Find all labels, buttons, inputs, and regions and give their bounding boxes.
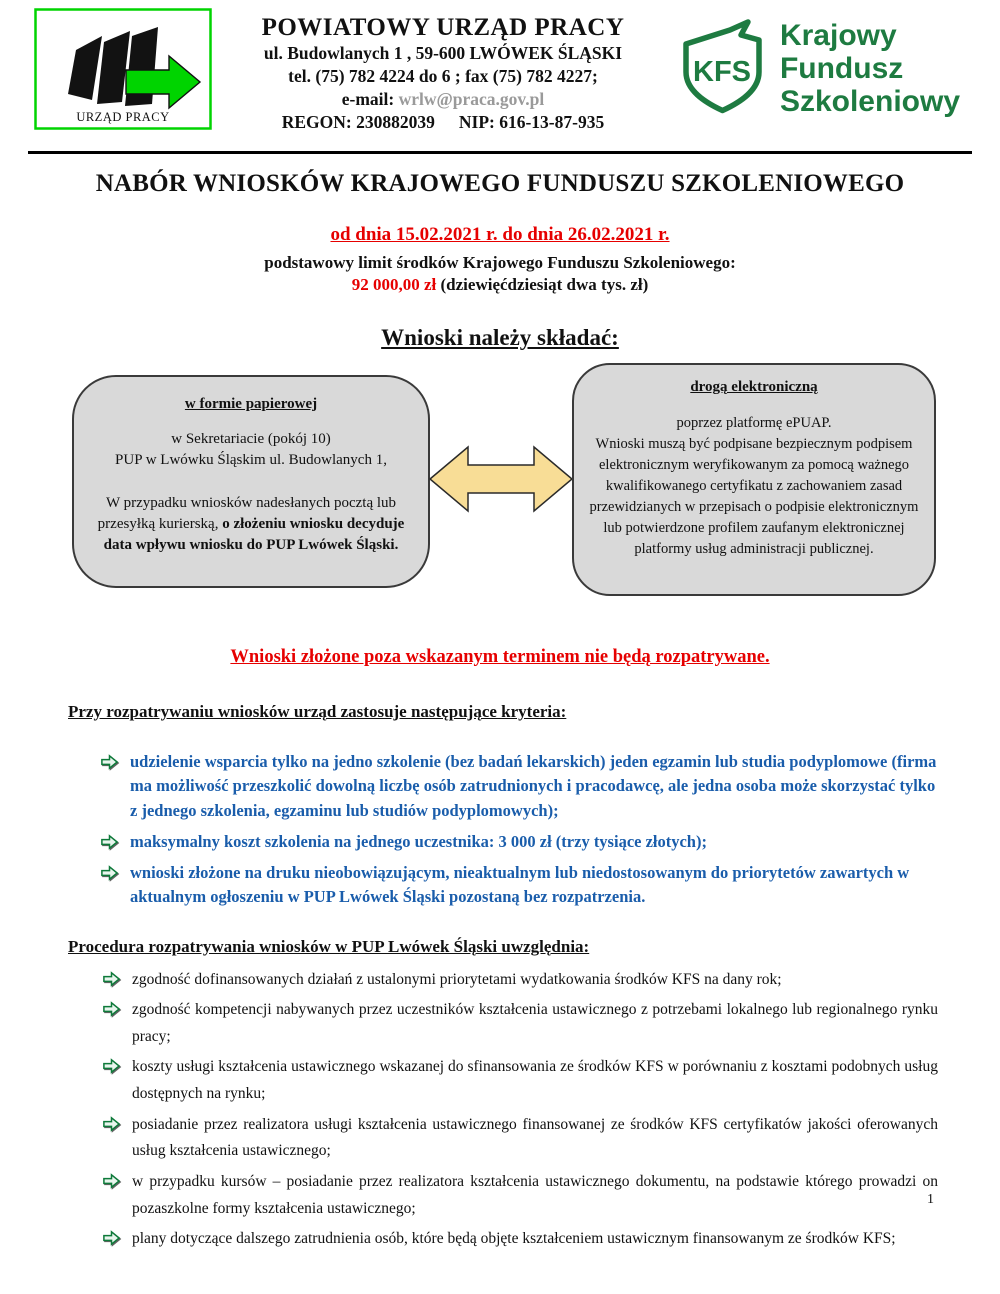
criteria-item-text: maksymalny koszt szkolenia na jednego uczestnika: 3 000 zł (trzy tysiące złotych); [130,831,707,851]
email-address: wrlw@praca.gov.pl [398,89,545,110]
arrow-bullet-icon [102,971,121,987]
submission-heading: Wnioski należy składać: [381,325,619,350]
deadline-warning: Wnioski złożone poza wskazanym terminem nie będą rozpatrywane. [230,647,770,667]
electronic-box-text: Wnioski muszą być podpisane bezpiecznym podpisem elektronicznym weryfikowanym za pomocą ważnego kwalifikowanego certyfikatu z zachowaniem zasad przewidzianych w przepisach o podpisie elektronicznym lub potwierdzone profilem zaufanym elektronicznej platformy usług administracji publicznej. [589,436,919,558]
paper-box-line1: w Sekretariacie (pokój 10) [171,431,331,447]
electronic-box-line1: poprzez platformę ePUAP. [676,415,832,431]
arrow-bullet-icon [100,834,119,850]
limit-words: (dziewięćdziesiąt dwa tys. zł) [436,275,649,294]
date-range: od dnia 15.02.2021 r. do dnia 26.02.2021 r. [330,224,670,245]
office-nip: NIP: 616-13-87-935 [458,112,605,133]
electronic-box-body [589,413,919,560]
list-item [102,1112,938,1165]
page-number: 1 [927,1192,934,1207]
office-name: POWIATOWY URZĄD PRACY [261,14,625,41]
double-arrow-icon [428,439,574,519]
procedure-item-text: zgodność kompetencji nabywanych przez uczestników kształcenia ustawicznego z potrzebami lokalnego lub regionalnego rynku pracy; [132,1001,938,1045]
kfs-abbr: KFS [692,56,751,88]
procedure-item-text: posiadanie przez realizatora usługi kształcenia ustawicznego finansowanej ze środków KFS certyfikatów jakości oferowanych usług kształcenia ustawicznego; [132,1115,938,1160]
limit-line [0,275,1000,295]
paper-box-line2: PUP w Lwówku Śląskim ul. Budowlanych 1, [115,452,387,469]
limit-label: podstawowy limit środków Krajowego Funduszu Szkoleniowego: [264,253,736,272]
criteria-heading: Przy rozpatrywaniu wniosków urząd zastosuje następujące kryteria: [68,702,567,721]
list-item [102,967,938,994]
procedure-item-text: plany dotyczące dalszego zatrudnienia osób, które będą objęte kształceniem ustawicznym finansowanym ze środków KFS; [132,1230,896,1248]
list-item [100,830,938,854]
arrow-bullet-icon [102,1001,121,1017]
arrow-bullet-icon [102,1058,121,1074]
kfs-word-line3: Szkoleniowy [779,84,960,118]
list-item [102,1226,938,1253]
kfs-wordmark [780,19,960,118]
procedure-section [0,917,1000,1254]
paper-note-bold: o złożeniu wniosku decyduje data wpływu wniosku do PUP Lwówek Śląski. [103,515,405,554]
paper-box-title: w formie papierowej [184,396,318,412]
email-label: e-mail: [341,89,395,110]
office-regon-nip [212,111,674,134]
kfs-word-line1: Krajowy [779,18,897,52]
criteria-item-text: wnioski złożone na druku nieobowiązującym, nieaktualnym lub niedostosowanym do priorytetów zawartych w aktualnym ogłoszeniu w PUP Lwówek Śląski pozostaną bez rozpatrzenia. [130,863,910,907]
list-item [100,861,938,910]
list-item [102,1054,938,1107]
header-divider [28,151,972,154]
office-email-line [212,88,674,111]
arrow-bullet-icon [102,1173,121,1189]
arrow-bullet-icon [102,1230,121,1246]
list-item [102,997,938,1050]
criteria-section [0,668,1000,910]
arrow-bullet-icon [100,754,119,770]
office-info [212,8,674,134]
page-title: NABÓR WNIOSKÓW KRAJOWEGO FUNDUSZU SZKOLENIOWEGO [95,170,905,197]
procedure-heading: Procedura rozpatrywania wniosków w PUP Lwówek Śląski uwzględnia: [68,936,590,956]
pup-logo-icon [34,8,212,130]
list-item [102,1169,938,1222]
electronic-submission-box [572,363,936,596]
announcement-head [0,170,1000,351]
deadline-warning-wrap [0,647,1000,668]
office-phone-fax: tel. (75) 782 4224 do 6 ; fax (75) 782 4227; [288,66,598,87]
list-item [100,750,938,823]
limit-amount: 92 000,00 zł [351,275,437,294]
header [0,0,1000,135]
procedure-item-text: w przypadku kursów – posiadanie przez realizatora kształcenia ustawicznego dokumentu, na podstawie którego prowadzi on pozaszkolne formy kształcenia ustawicznego; [132,1173,938,1217]
arrow-bullet-icon [102,1116,121,1132]
procedure-item-text: koszty usługi kształcenia ustawicznego wskazanej do sfinansowania ze środków KFS w porównaniu z kosztami podobnych usług dostępnych na rynku; [132,1058,938,1103]
pup-logo [34,8,212,135]
office-address: ul. Budowlanych 1 , 59-600 LWÓWEK ŚLĄSKI [263,43,623,63]
paper-box-note [92,493,410,557]
paper-submission-box [72,375,430,588]
paper-box-address [92,429,410,472]
criteria-item-text: udzielenie wsparcia tylko na jedno szkolenie (bez badań lekarskich) jeden egzamin lub studia podyplomowe (firma ma możliwość przeszkolić dowolną liczbę osób zatrudnionych i pracodawcę, ale jedna osoba może skorzystać tylko z jednego szkolenia, egzaminu lub studiów podyplomowych); [130,752,937,820]
kfs-logo [674,8,960,118]
kfs-shield-icon [674,18,770,118]
procedure-list [68,967,938,1254]
pup-logo-caption: URZĄD PRACY [76,110,170,124]
criteria-list [68,750,938,910]
procedure-item-text: zgodność dofinansowanych działań z ustalonymi priorytetami wydatkowania środków KFS na dany rok; [132,970,782,988]
electronic-box-title: drogą elektroniczną [690,379,818,395]
kfs-word-line2: Fundusz [779,51,904,85]
submission-boxes [0,363,1000,607]
office-regon: REGON: 230882039 [281,112,435,133]
arrow-bullet-icon [100,865,119,881]
paper-note-normal: W przypadku wniosków nadesłanych pocztą lub przesyłką kurierską, [97,494,397,532]
